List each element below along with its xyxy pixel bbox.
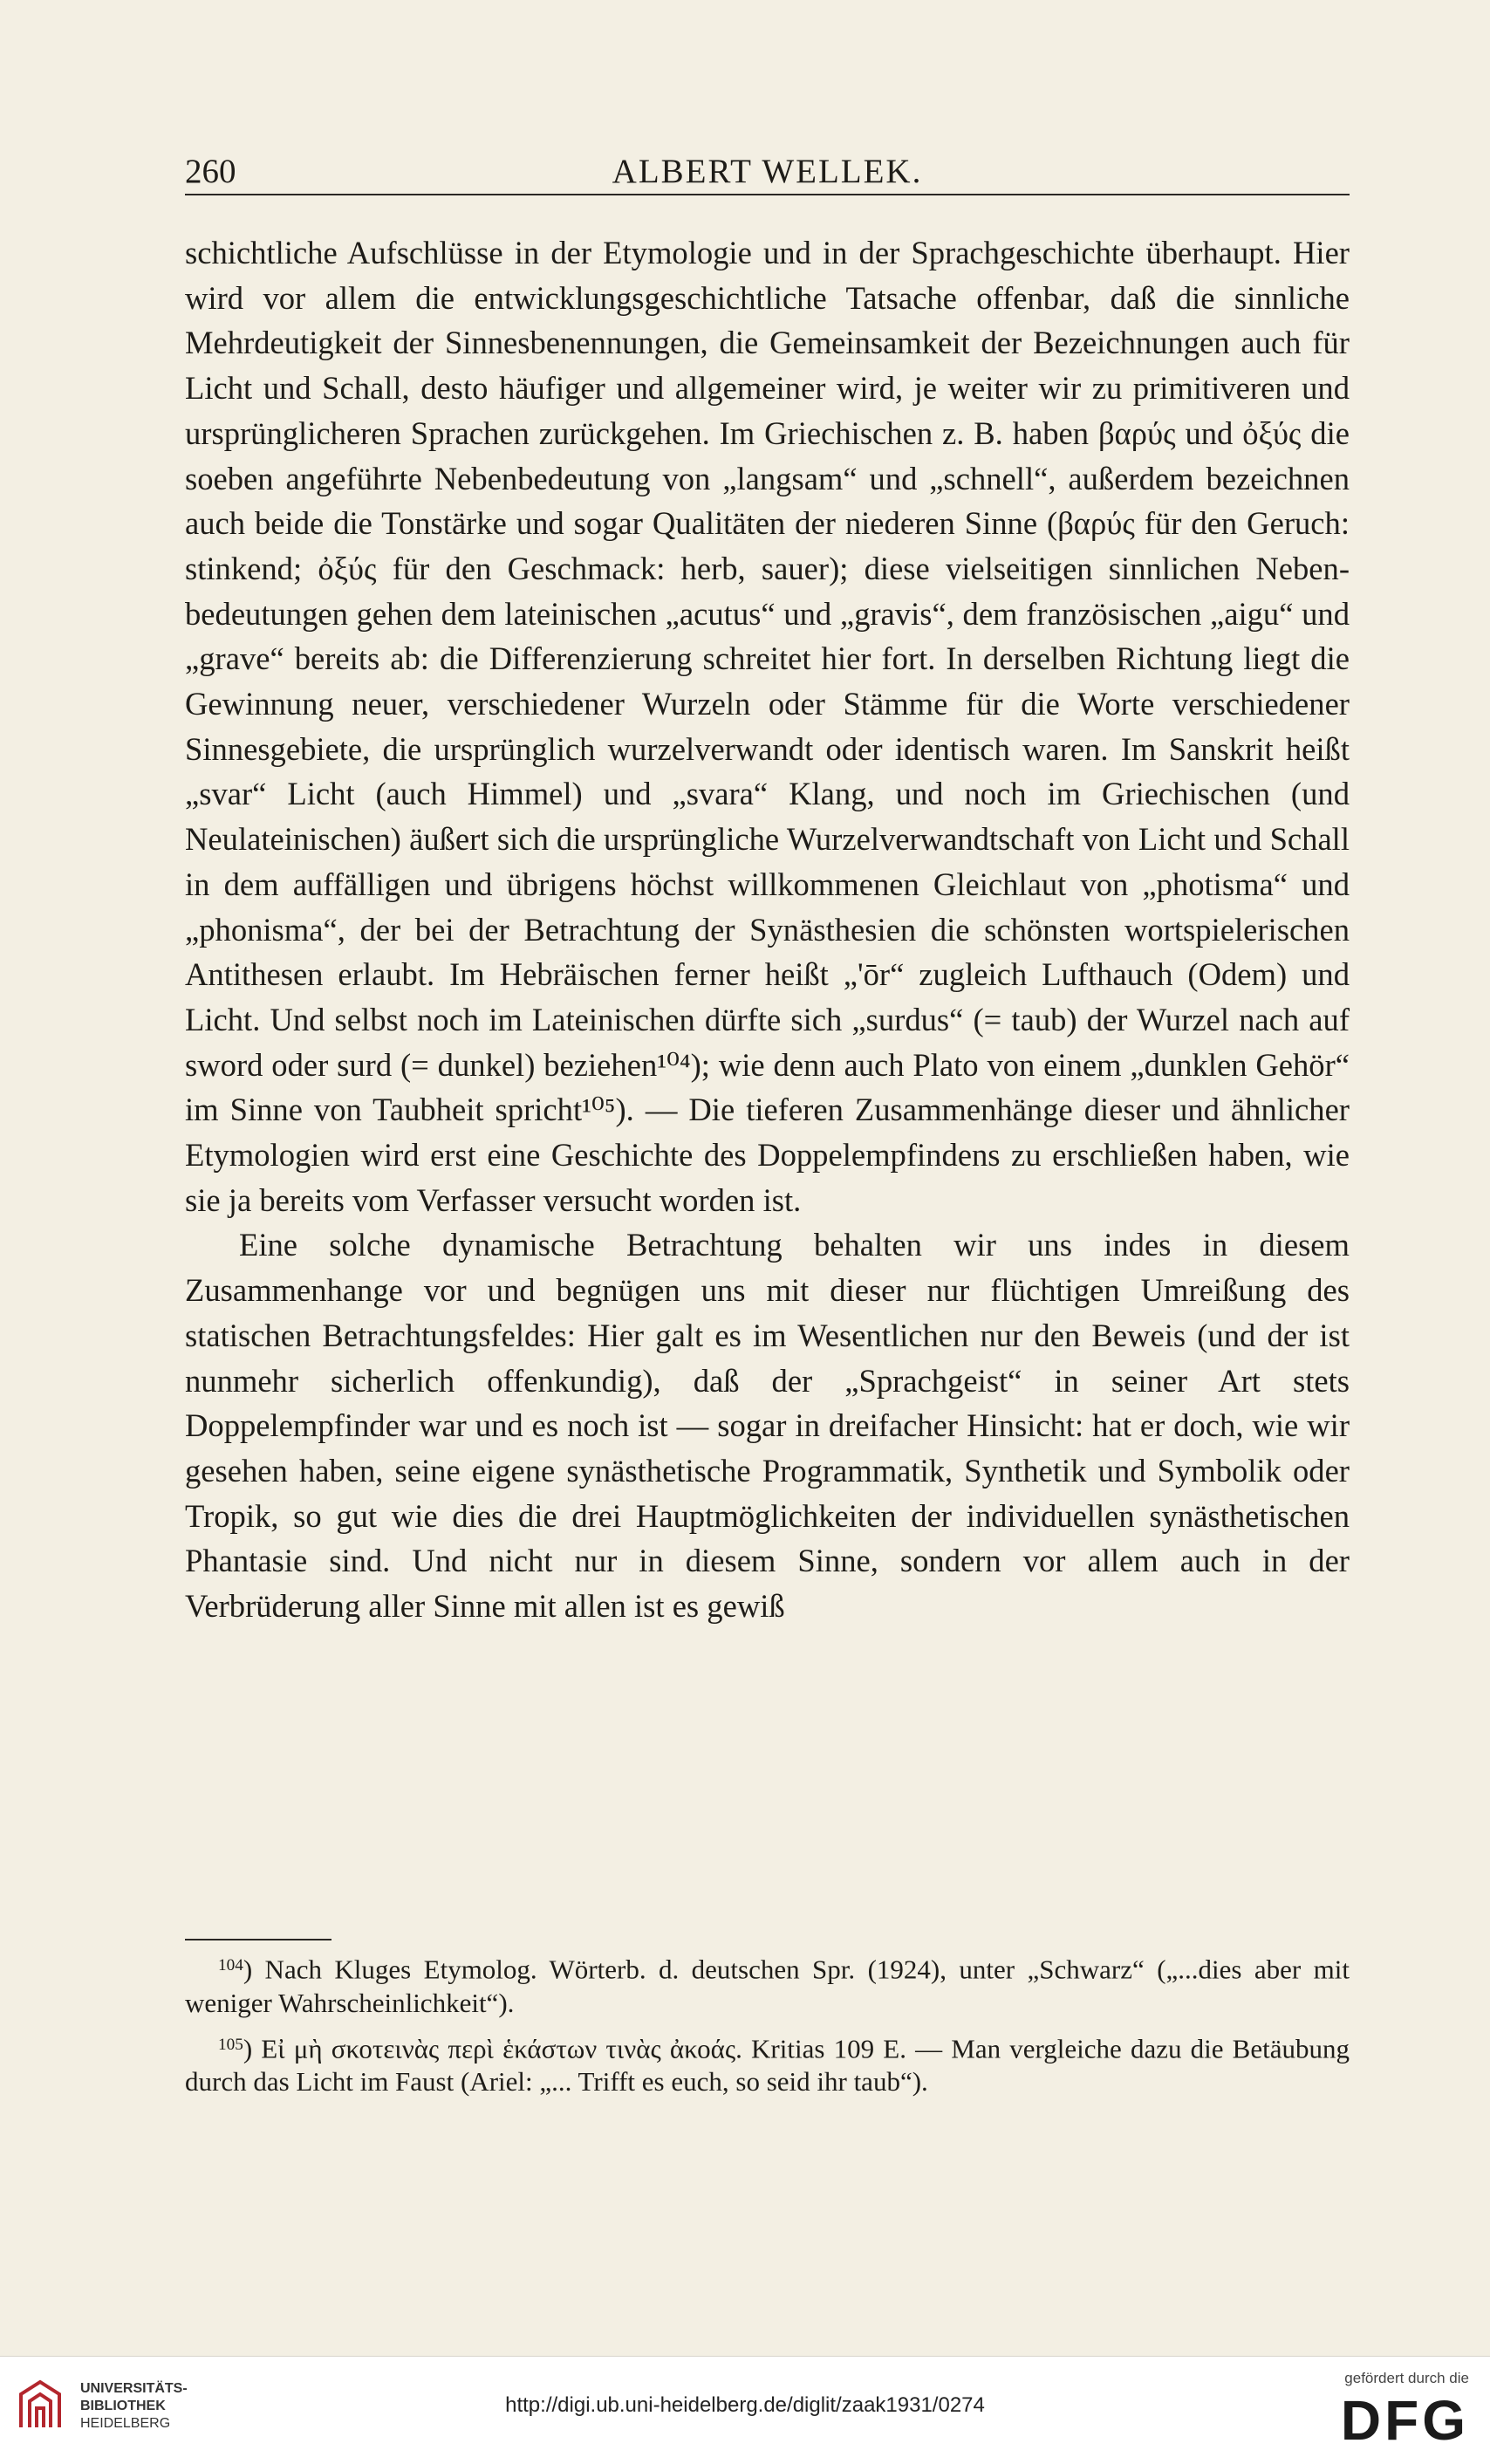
library-name-line: BIBLIOTHEK: [80, 2399, 166, 2413]
footnote-mark: 105: [218, 2035, 243, 2054]
body-paragraph: schichtliche Aufschlüsse in der Etymologie und in der Sprachgeschichte überhaupt. Hier wird vor allem die entwicklungsgeschichtliche Tatsache offenbar, daß die sinnliche Mehrdeutigkeit der Sinnesbenennungen, die Gemeinsamkeit der Bezeichnungen auch für Licht und Schall, desto häufiger und allgemeiner wird, je weiter wir zu primitiveren und ursprünglicheren Sprachen zurückgehen. Im Griechischen z. B. haben βαρύς und ὀξύς die soeben angeführte Nebenbedeutung von „langsam“ und „schnell“, außerdem bezeichnen auch beide die Tonstärke und sogar Qualitäten der niederen Sinne (βαρύς für den Geruch: stinkend; ὀξύς für den Geschmack: herb, sauer); diese vielseitigen sinnlichen Nebenbedeutungen gehen dem lateinischen „acutus“ und „gravis“, dem französischen „aigu“ und „grave“ bereits ab: die Differenzierung schreitet hier fort. In derselben Richtung liegt die Gewinnung neuer, verschiedener Wurzeln oder Stämme für die Worte verschiedener Sinnesgebiete, die ursprünglich wurzelverwandt oder identisch waren. Im Sanskrit heißt „svar“ Licht (auch Himmel) und „svara“ Klang, und noch im Griechischen (und Neulateinischen) äußert sich die ursprüngliche Wurzelverwandtschaft von Licht und Schall in dem auffälligen und übrigens höchst willkommenen Gleichlaut von „photisma“ und „phonisma“, der bei der Betrachtung der Synästhesien die schönsten wortspielerischen Antithesen erlaubt. Im Hebräischen ferner heißt „'ōr“ zugleich Lufthauch (Odem) und Licht. Und selbst noch im Lateinischen dürfte sich „surdus“ (= taub) der Wurzel nach auf sword oder surd (= dunkel) beziehen¹⁰⁴); wie denn auch Plato von einem „dunklen Gehör“ im Sinne von Taubheit spricht¹⁰⁵). — Die tieferen Zusammenhänge dieser und ähnlicher Etymologien wird erst eine Geschichte des Doppelempfindens zu erschließen haben, wie sie ja bereits vom Verfasser versucht worden ist.: [185, 235, 1350, 1218]
funded-by-label: gefördert durch die: [1344, 2370, 1469, 2386]
page-number: 260: [185, 153, 236, 190]
body-text: [185, 230, 1350, 1629]
footnotes: [185, 1949, 1350, 2107]
page-header: [185, 150, 1350, 195]
footnote-104: [185, 1949, 1350, 2020]
source-url-link[interactable]: http://digi.ub.uni-heidelberg.de/diglit/zaak1931/0274: [505, 2393, 985, 2417]
body-paragraph: Eine solche dynamische Betrachtung behalten wir uns indes in diesem Zusammenhange vor und begnügen uns mit dieser nur flüchtigen Umreißung des statischen Betrachtungsfeldes: Hier galt es im Wesentlichen nur den Beweis (und der ist nunmehr sicherlich offenkundig), daß der „Sprachgeist“ in seiner Art stets Doppelempfinder war und es noch ist — sogar in dreifacher Hinsicht: hat er doch, wie wir gesehen haben, seine eigene synästhetische Programmatik, Synthetik und Symbolik oder Tropik, so gut wie dies die drei Hauptmöglichkeiten der individuellen synästhetischen Phantasie sind. Und nicht nur in diesem Sinne, sondern vor allem auch in der Verbrüderung aller Sinne mit allen ist es gewiß: [185, 1227, 1350, 1625]
dfg-logo: DFG: [1340, 2389, 1469, 2452]
running-title: ALBERT WELLEK.: [612, 153, 923, 190]
library-name-line: HEIDELBERG: [80, 2416, 171, 2431]
footnote-divider: [185, 1939, 331, 1940]
library-name-line: UNIVERSITÄTS-: [80, 2381, 188, 2396]
footnote-mark: 104: [218, 1956, 243, 1975]
footnote-105: [185, 2029, 1350, 2099]
footnote-text: ) Nach Kluges Etymolog. Wörterb. d. deutschen Spr. (1924), unter „Schwarz“ („...dies aber mit weniger Wahrscheinlichkeit“).: [185, 1954, 1350, 2018]
footnote-text: ) Εἰ μὴ σκοτεινὰς περὶ ἑκάστων τινὰς ἀκοάς. Kritias 109 E. — Man vergleiche dazu die Betäubung durch das Licht im Faust (Ariel: „... Trifft es euch, so seid ihr taub“).: [185, 2033, 1350, 2098]
